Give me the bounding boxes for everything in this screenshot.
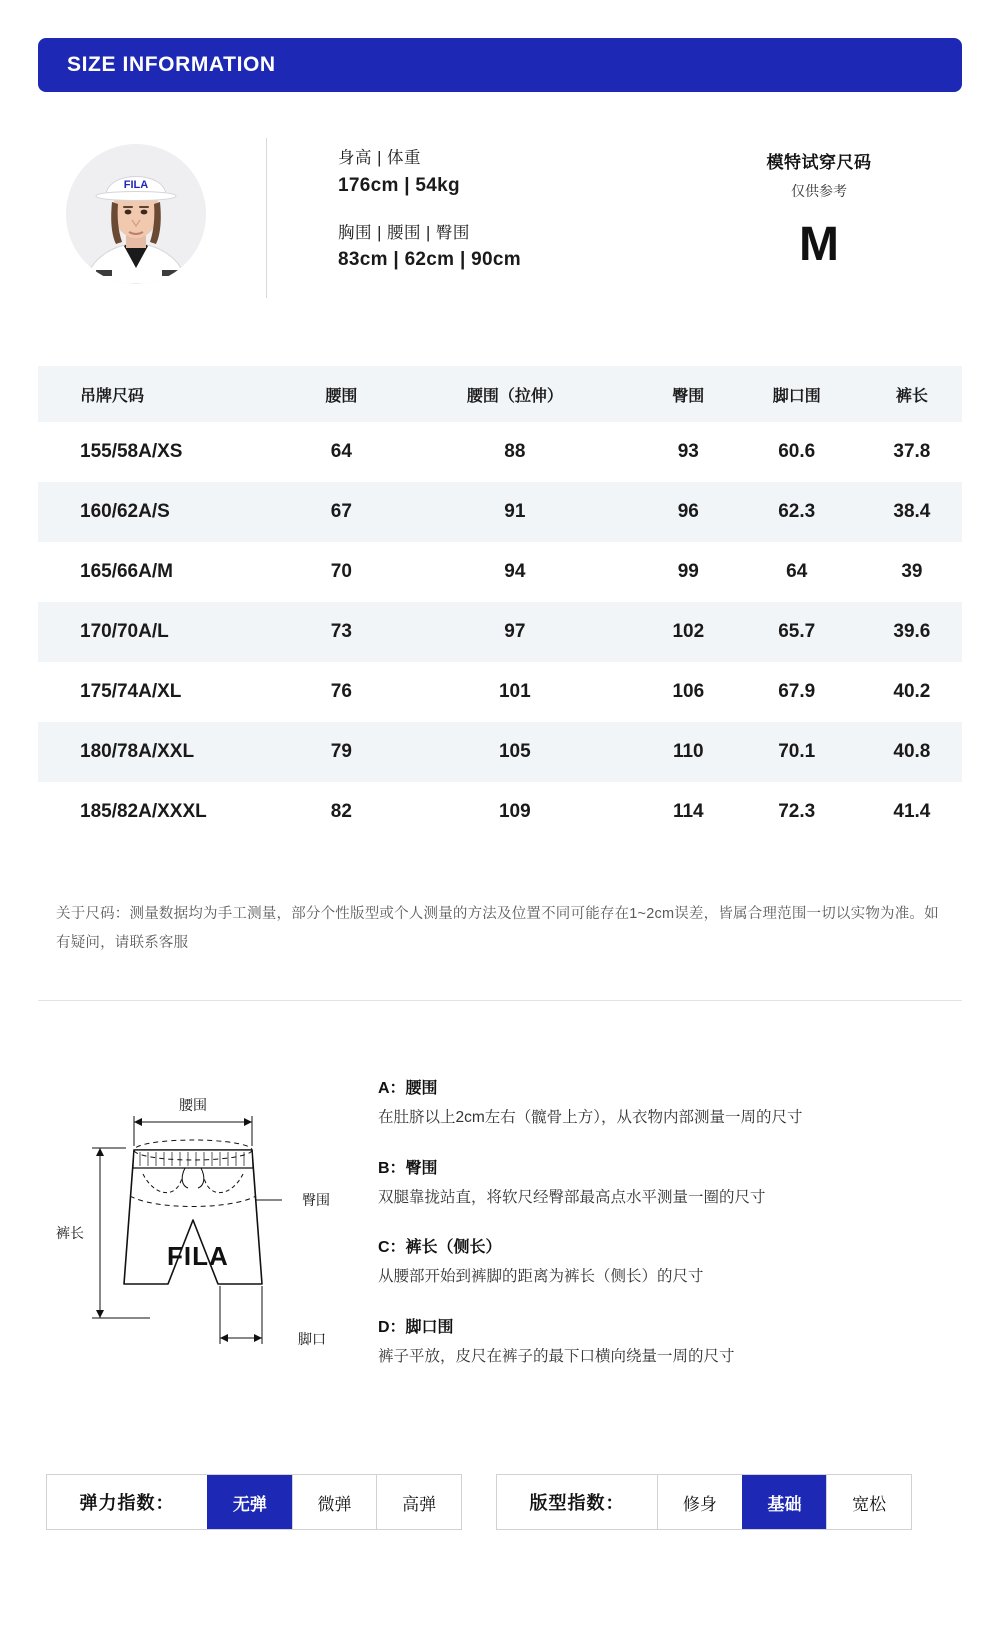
cell-waist: 67 [330, 501, 352, 522]
col-header-4: 脚口围 [772, 387, 821, 405]
table-row [38, 662, 962, 722]
cell-waist: 73 [330, 621, 352, 642]
guide-title-c: C：裤长（侧长） [378, 1239, 502, 1257]
page-title: SIZE INFORMATION [67, 53, 276, 76]
cell-hip: 114 [672, 801, 704, 822]
cell-length: 37.8 [893, 441, 931, 462]
section-divider [38, 1000, 962, 1001]
elasticity-option-none[interactable]: 无弹 [207, 1475, 292, 1529]
cell-waist-stretch: 88 [504, 441, 526, 462]
cell-hip: 99 [677, 561, 699, 582]
table-header-row [38, 366, 962, 422]
cell-hip: 110 [672, 741, 704, 762]
model-stat1-value: 176cm | 54kg [338, 174, 460, 196]
cell-size: 160/62A/S [80, 501, 170, 522]
size-disclaimer-note: 关于尺码：测量数据均为手工测量，部分个性版型或个人测量的方法及位置不同可能存在1~2cm误差，皆属合理范围一切以实物为准。如有疑问，请联系客服 [56, 906, 939, 951]
cell-hip: 96 [677, 501, 699, 522]
fit-option-slim[interactable]: 修身 [657, 1475, 742, 1529]
measurement-diagram [30, 1070, 370, 1390]
page-header-banner [38, 38, 962, 92]
elasticity-option-high[interactable]: 高弹 [376, 1475, 461, 1529]
elasticity-index-bar [46, 1474, 462, 1530]
model-size-subtitle: 仅供参考 [791, 183, 847, 199]
cell-length: 40.2 [893, 681, 931, 702]
cell-leg-opening: 65.7 [778, 621, 816, 642]
cell-waist: 70 [330, 561, 352, 582]
cell-waist-stretch: 101 [498, 681, 531, 702]
cell-length: 39 [901, 561, 923, 582]
measurement-guide-list [378, 1075, 958, 1368]
cell-leg-opening: 64 [786, 561, 808, 582]
table-row [38, 482, 962, 542]
fit-index-bar [496, 1474, 912, 1530]
cell-waist: 64 [330, 441, 352, 462]
table-row [38, 542, 962, 602]
guide-text-c: 从腰部开始到裤脚的距离为裤长（侧长）的尺寸 [378, 1268, 704, 1286]
svg-text:裤长: 裤长 [56, 1225, 84, 1241]
col-header-5: 裤长 [895, 387, 928, 405]
size-chart-head [38, 366, 962, 422]
cell-waist-stretch: 94 [504, 561, 526, 582]
vertical-divider [266, 138, 267, 298]
guide-text-a: 在肚脐以上2cm左右（髋骨上方），从衣物内部测量一周的尺寸 [378, 1109, 803, 1126]
cell-leg-opening: 67.9 [778, 681, 816, 702]
cell-waist: 76 [330, 681, 352, 702]
cell-size: 185/82A/XXXL [80, 801, 207, 822]
table-row [38, 722, 962, 782]
cell-size: 155/58A/XS [80, 441, 183, 462]
model-stat2-label: 胸围 | 腰围 | 臀围 [338, 223, 470, 242]
cell-waist-stretch: 105 [498, 741, 531, 762]
col-header-1: 腰围 [325, 387, 358, 405]
cell-leg-opening: 70.1 [778, 741, 816, 762]
cell-hip: 106 [672, 681, 705, 702]
cell-length: 41.4 [893, 801, 931, 822]
cell-waist-stretch: 97 [504, 621, 526, 642]
guide-text-d: 裤子平放，皮尺在裤子的最下口横向绕量一周的尺寸 [378, 1348, 735, 1366]
model-stats [338, 150, 521, 269]
size-chart-table [38, 366, 962, 842]
cell-length: 39.6 [893, 621, 931, 642]
svg-text:FILA: FILA [123, 179, 149, 191]
svg-text:腰围: 腰围 [179, 1097, 207, 1113]
model-size-title: 模特试穿尺码 [766, 153, 872, 172]
col-header-2: 腰围（拉伸） [466, 387, 563, 405]
cell-waist-stretch: 91 [504, 501, 526, 522]
cell-length: 38.4 [893, 501, 931, 522]
cell-leg-opening: 62.3 [778, 501, 816, 522]
model-try-on-size [704, 148, 934, 269]
size-chart-body [38, 422, 962, 842]
col-header-3: 臀围 [672, 387, 705, 405]
cell-size: 165/66A/M [80, 561, 173, 582]
model-size-value: M [799, 218, 839, 271]
cell-hip: 93 [677, 441, 699, 462]
cell-waist: 79 [330, 741, 352, 762]
fit-option-regular[interactable]: 基础 [742, 1475, 827, 1529]
svg-text:脚口: 脚口 [298, 1331, 326, 1347]
fit-option-loose[interactable]: 宽松 [826, 1475, 911, 1529]
model-portrait-illustration [66, 144, 206, 284]
cell-leg-opening: 72.3 [778, 801, 816, 822]
table-row [38, 782, 962, 842]
guide-title-b: B：臀围 [378, 1159, 438, 1177]
cell-hip: 102 [672, 621, 705, 642]
fit-index-label: 版型指数： [529, 1493, 625, 1513]
model-photo [66, 144, 206, 284]
table-row [38, 422, 962, 482]
cell-length: 40.8 [893, 741, 931, 762]
elasticity-option-slight[interactable]: 微弹 [292, 1475, 377, 1529]
guide-title-a: A：腰围 [378, 1080, 438, 1097]
cell-size: 175/74A/XL [80, 681, 182, 702]
col-header-0: 吊牌尺码 [80, 387, 145, 405]
svg-text:FILA: FILA [167, 1241, 229, 1271]
cell-leg-opening: 60.6 [778, 441, 816, 462]
model-info-block [38, 130, 962, 330]
shorts-diagram-illustration [30, 1070, 370, 1390]
model-stat1-label: 身高 | 体重 [338, 149, 421, 167]
guide-title-d: D：脚口围 [378, 1319, 454, 1337]
guide-text-b: 双腿靠拢站直，将软尺经臀部最高点水平测量一圈的尺寸 [378, 1188, 766, 1206]
cell-waist-stretch: 109 [498, 801, 531, 822]
model-stat2-value: 83cm | 62cm | 90cm [338, 249, 521, 270]
cell-size: 180/78A/XXL [80, 741, 195, 762]
elasticity-index-label: 弹力指数： [79, 1493, 175, 1513]
table-row [38, 602, 962, 662]
cell-size: 170/70A/L [80, 621, 169, 642]
cell-waist: 82 [330, 801, 352, 822]
svg-text:臀围: 臀围 [302, 1192, 330, 1208]
